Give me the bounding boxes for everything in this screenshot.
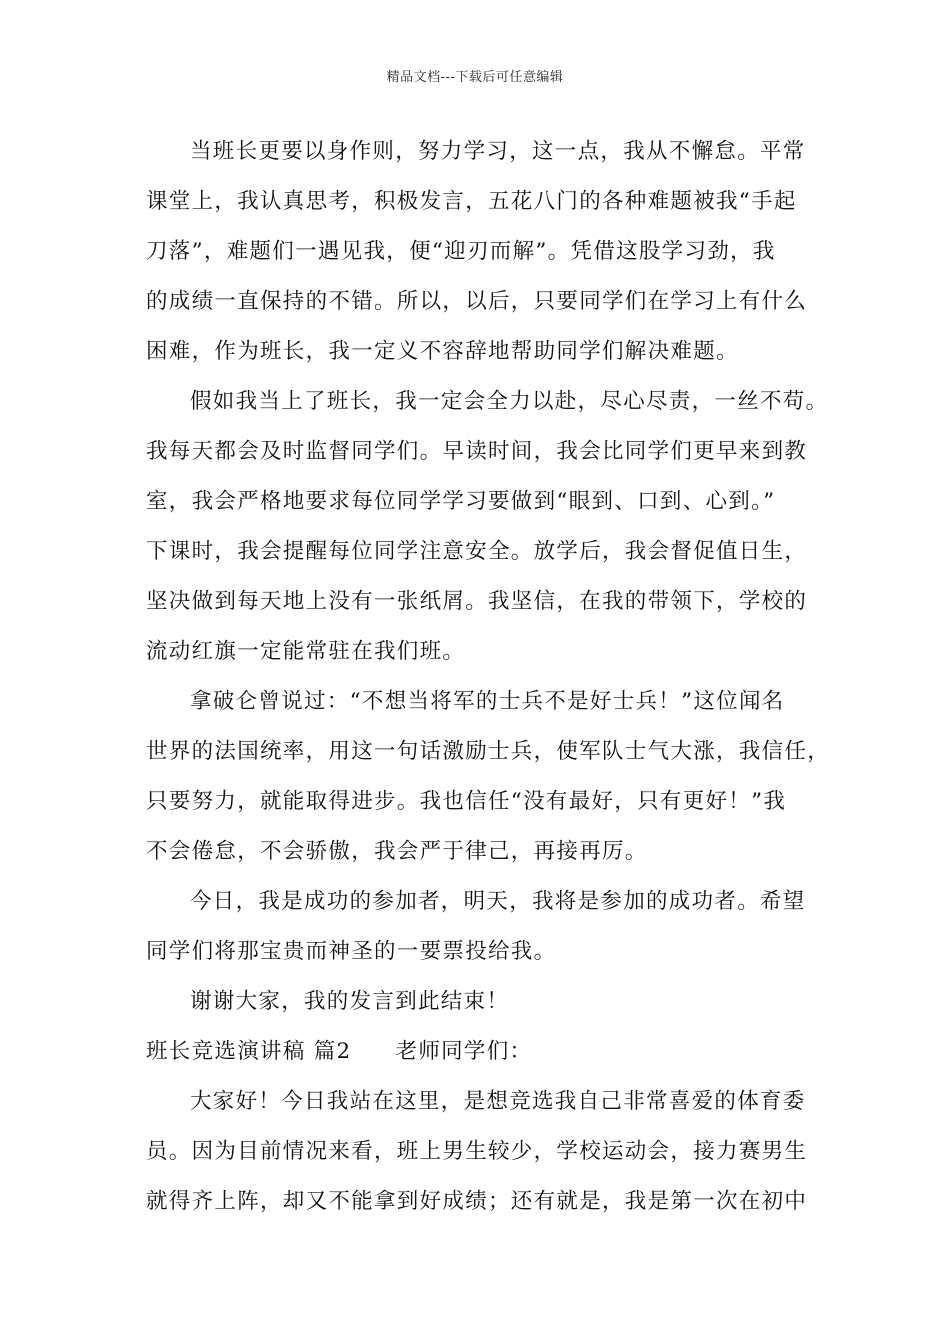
paragraph-2-line-3: 室，我会严格地要求每位同学学习要做到“眼到、口到、心到。” <box>146 489 776 514</box>
closing-paragraph-line-2: 员。因为目前情况来看，班上男生较少，学校运动会，接力赛男生 <box>146 1139 808 1164</box>
paragraph-2-line-1: 假如我当上了班长，我一定会全力以赴，尽心尽责，一丝不苟。 <box>190 389 829 414</box>
paragraph-3-line-4: 不会倦怠，不会骄傲，我会严于律己，再接再厉。 <box>146 839 648 864</box>
paragraph-3-line-2: 世界的法国统率，用这一句话激励士兵，使军队士气大涨，我信任， <box>146 739 831 764</box>
paragraph-2-line-2: 我每天都会及时监督同学们。早读时间，我会比同学们更早来到教 <box>146 439 808 464</box>
paragraph-4-line-1: 今日，我是成功的参加者，明天，我将是参加的成功者。希望 <box>190 889 806 914</box>
paragraph-1-line-4: 的成绩一直保持的不错。所以，以后，只要同学们在学习上有什么 <box>146 289 808 314</box>
section-title: 班长竞选演讲稿 篇2 <box>146 1039 352 1064</box>
paragraph-3-line-1: 拿破仑曾说过：“不想当将军的士兵不是好士兵！”这位闻名 <box>190 689 785 714</box>
closing-paragraph-line-1: 大家好！今日我站在这里，是想竞选我自己非常喜爱的体育委 <box>190 1089 806 1114</box>
paragraph-3-line-3: 只要努力，就能取得进步。我也信任“没有最好，只有更好！”我 <box>146 789 787 814</box>
section-greeting: 老师同学们： <box>395 1039 533 1064</box>
closing-paragraph-line-3: 就得齐上阵，却又不能拿到好成绩；还有就是，我是第一次在初中 <box>146 1189 808 1214</box>
page-header: 精品文档---下载后可任意编辑 <box>386 70 564 85</box>
paragraph-2-line-4: 下课时，我会提醒每位同学注意安全。放学后，我会督促值日生， <box>146 539 808 564</box>
paragraph-1-line-5: 困难，作为班长，我一定义不容辞地帮助同学们解决难题。 <box>146 339 739 364</box>
section-heading <box>146 1037 532 1067</box>
paragraph-5-line-1: 谢谢大家，我的发言到此结束！ <box>190 989 510 1014</box>
paragraph-4-line-2: 同学们将那宝贵而神圣的一要票投给我。 <box>146 939 557 964</box>
paragraph-1-line-3: 刀落”，难题们一遇见我，便“迎刃而解”。凭借这股学习劲，我 <box>146 239 776 264</box>
paragraph-1-line-1: 当班长更要以身作则，努力学习，这一点，我从不懈怠。平常 <box>190 139 806 164</box>
paragraph-2-line-5: 坚决做到每天地上没有一张纸屑。我坚信，在我的带领下，学校的 <box>146 589 808 614</box>
paragraph-2-line-6: 流动红旗一定能常驻在我们班。 <box>146 639 466 664</box>
paragraph-1-line-2: 课堂上，我认真思考，积极发言，五花八门的各种难题被我“手起 <box>146 189 797 214</box>
